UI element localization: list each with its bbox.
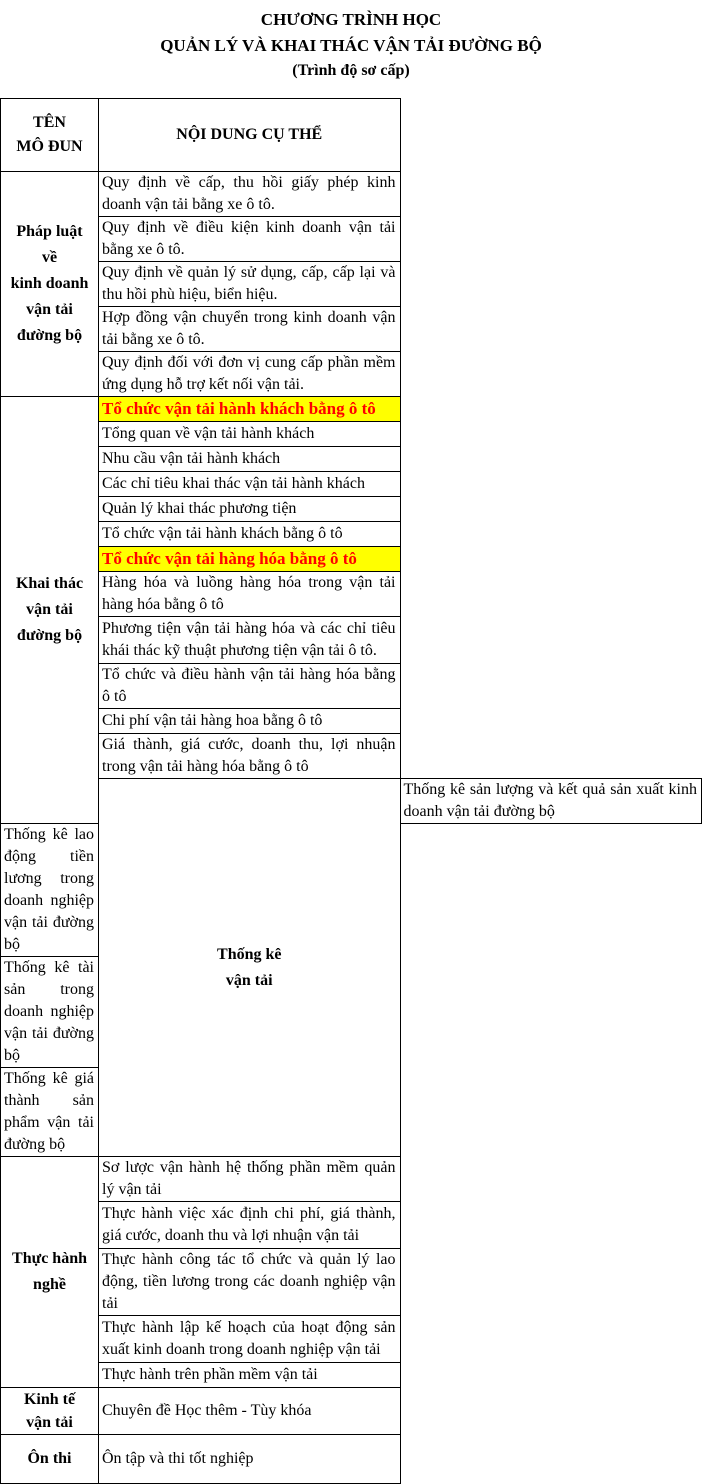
module-name: Kinh tế vận tải — [1, 1388, 99, 1435]
content-item: Thực hành lập kế hoạch của hoạt động sản xuất kinh doanh trong doanh nghiệp vận tải — [99, 1316, 401, 1363]
content-item: Nhu cầu vận tải hành khách — [99, 447, 401, 472]
title-line-2: QUẢN LÝ VÀ KHAI THÁC VẬN TẢI ĐƯỜNG BỘ — [160, 36, 542, 55]
module-name: Ôn thi — [1, 1435, 99, 1484]
content-item: Phương tiện vận tải hàng hóa và các chỉ tiêu khái thác kỹ thuật phương tiện vận tải ô tô. — [99, 617, 401, 664]
content-item: Quy định đối với đơn vị cung cấp phần mềm ứng dụng hỗ trợ kết nối vận tải. — [99, 352, 401, 397]
content-item: Thực hành trên phần mềm vận tải — [99, 1363, 401, 1388]
content-item: Quản lý khai thác phương tiện — [99, 497, 401, 522]
title-line-1: CHƯƠNG TRÌNH HỌC — [260, 10, 442, 29]
content-item: Quy định về điều kiện kinh doanh vận tải bằng xe ô tô. — [99, 217, 401, 262]
highlighted-section-heading: Tổ chức vận tải hành khách bằng ô tô — [99, 397, 401, 422]
module-name: Khai thác vận tải đường bộ — [1, 397, 99, 824]
content-item: Thống kê lao động tiền lương trong doanh nghiệp vận tải đường bộ — [1, 824, 99, 957]
curriculum-table — [0, 98, 702, 1484]
content-item: Tổng quan về vận tải hành khách — [99, 422, 401, 447]
content-item: Thực hành việc xác định chi phí, giá thành, giá cước, doanh thu và lợi nhuận vận tải — [99, 1202, 401, 1249]
content-item: Sơ lược vận hành hệ thống phần mềm quản lý vận tải — [99, 1157, 401, 1202]
content-item: Hàng hóa và luồng hàng hóa trong vận tải hàng hóa bằng ô tô — [99, 572, 401, 617]
module-name: Thống kê vận tải — [99, 779, 401, 1157]
content-item: Quy định về quản lý sử dụng, cấp, cấp lại và thu hồi phù hiệu, biển hiệu. — [99, 262, 401, 307]
content-item: Ôn tập và thi tốt nghiệp — [99, 1435, 401, 1484]
content-item: Thực hành công tác tổ chức và quản lý lao động, tiền lương trong các doanh nghiệp vận tải — [99, 1249, 401, 1316]
content-item: Quy định về cấp, thu hồi giấy phép kinh doanh vận tải bằng xe ô tô. — [99, 172, 401, 217]
col-header-module: TÊN MÔ ĐUN — [1, 99, 99, 172]
highlighted-section-heading: Tổ chức vận tải hàng hóa bằng ô tô — [99, 547, 401, 572]
content-item: Hợp đồng vận chuyển trong kinh doanh vận tải bằng xe ô tô. — [99, 307, 401, 352]
content-item: Chi phí vận tải hàng hoa bằng ô tô — [99, 709, 401, 734]
col-header-content: NỘI DUNG CỤ THỂ — [99, 99, 401, 172]
content-item: Tổ chức và điều hành vận tải hàng hóa bằng ô tô — [99, 664, 401, 709]
module-name: Pháp luật về kinh doanh vận tải đường bộ — [1, 172, 99, 397]
module-name: Thực hành nghề — [1, 1157, 99, 1388]
content-item: Thống kê sản lượng và kết quả sản xuất kinh doanh vận tải đường bộ — [400, 779, 702, 824]
content-item: Thống kê tài sản trong doanh nghiệp vận tải đường bộ — [1, 957, 99, 1068]
content-item: Chuyên đề Học thêm - Tùy khóa — [99, 1388, 401, 1435]
content-item: Các chỉ tiêu khai thác vận tải hành khách — [99, 472, 401, 497]
content-item: Tổ chức vận tải hành khách bằng ô tô — [99, 522, 401, 547]
content-item: Giá thành, giá cước, doanh thu, lợi nhuận trong vận tải hàng hóa bằng ô tô — [99, 734, 401, 779]
title-line-3: (Trình độ sơ cấp) — [292, 62, 410, 79]
content-item: Thống kê giá thành sản phẩm vận tải đường bộ — [1, 1068, 99, 1157]
